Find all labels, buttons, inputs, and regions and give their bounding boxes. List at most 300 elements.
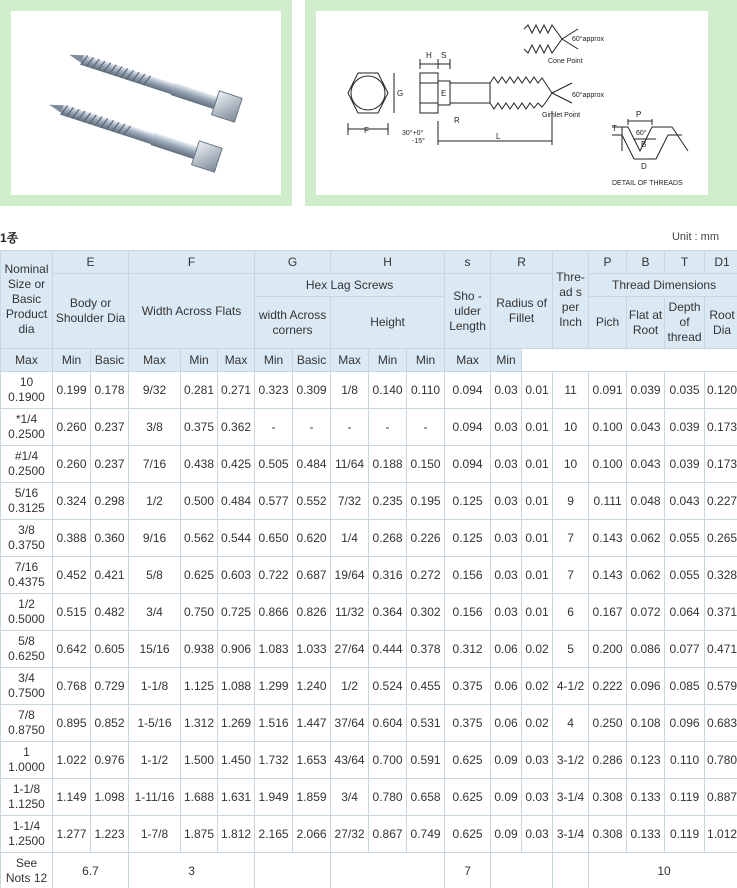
cell-s-min: 0.094	[445, 409, 491, 446]
cell-depth-thread: 0.096	[665, 705, 705, 742]
cell-e-max: 0.324	[53, 483, 91, 520]
cell-nominal	[1, 372, 53, 409]
sub-f-basic: Basic	[91, 349, 129, 372]
nominal-decimal: 0.8750	[8, 723, 45, 737]
cell-s-min: 0.125	[445, 520, 491, 557]
col-pitch: Pich	[589, 297, 627, 349]
label-l: L	[496, 132, 501, 141]
cell-r-max: 0.03	[491, 409, 522, 446]
col-h: H	[331, 251, 445, 274]
cell-nominal	[1, 483, 53, 520]
cell-h-min: 0.455	[407, 668, 445, 705]
cell-h-max: 0.780	[369, 779, 407, 816]
nominal-decimal: 0.1900	[8, 390, 45, 404]
col-shoulder-length: Sho -ulder Length	[445, 274, 491, 349]
nominal-decimal: 0.2500	[8, 464, 45, 478]
cell-r-min: 0.01	[522, 483, 553, 520]
cell-depth-thread: 0.064	[665, 594, 705, 631]
thread-angle-label: 60°	[636, 130, 647, 137]
cell-threads-per-inch: 7	[553, 557, 589, 594]
cell-f-basic: 9/32	[129, 372, 181, 409]
cell-flat-root: 0.062	[627, 520, 665, 557]
cell-r-max: 0.03	[491, 520, 522, 557]
cell-r-min: 0.01	[522, 446, 553, 483]
cell-pitch: 0.250	[589, 705, 627, 742]
sub-s-min: Min	[407, 349, 445, 372]
cell-g-max: 0.505	[255, 446, 293, 483]
cell-f-basic: 5/8	[129, 557, 181, 594]
nominal-size: 1/2	[18, 597, 35, 611]
cell-pitch: 0.286	[589, 742, 627, 779]
cell-r-min: 0.01	[522, 557, 553, 594]
cell-g-max: 1.949	[255, 779, 293, 816]
cell-f-max: 0.375	[181, 409, 218, 446]
col-radius-fillet: Radius of Fillet	[491, 274, 553, 349]
nominal-decimal: 0.3125	[8, 501, 45, 515]
cell-root-dia: 0.780	[705, 742, 737, 779]
table-row	[1, 742, 737, 779]
cell-nominal	[1, 816, 53, 853]
cell-e-min: 0.237	[91, 446, 129, 483]
cell-threads-per-inch: 11	[553, 372, 589, 409]
table-row	[1, 372, 737, 409]
cell-nominal	[1, 520, 53, 557]
cone-point-label: Cone Point	[548, 58, 583, 65]
cell-root-dia: 0.173	[705, 446, 737, 483]
cell-flat-root: 0.072	[627, 594, 665, 631]
col-thread-dimensions: Thread Dimensions	[589, 274, 737, 297]
col-r: R	[491, 251, 553, 274]
cell-e-max: 0.515	[53, 594, 91, 631]
notes-s: 7	[445, 853, 491, 888]
cell-pitch: 0.143	[589, 520, 627, 557]
cell-depth-thread: 0.039	[665, 409, 705, 446]
cell-r-max: 0.06	[491, 668, 522, 705]
sub-h-max: Max	[331, 349, 369, 372]
table-row	[1, 483, 737, 520]
cell-h-basic: 27/64	[331, 631, 369, 668]
cell-r-max: 0.03	[491, 446, 522, 483]
sub-f-min: Min	[181, 349, 218, 372]
cell-f-basic: 9/16	[129, 520, 181, 557]
cell-r-max: 0.06	[491, 705, 522, 742]
cell-depth-thread: 0.077	[665, 631, 705, 668]
cell-h-min: 0.531	[407, 705, 445, 742]
nominal-decimal: 1.2500	[8, 834, 45, 848]
cell-threads-per-inch: 6	[553, 594, 589, 631]
cell-f-min: 1.450	[218, 742, 255, 779]
nominal-size: *1/4	[15, 412, 38, 426]
cell-f-min: 1.631	[218, 779, 255, 816]
cell-h-max: 0.444	[369, 631, 407, 668]
cell-f-max: 0.938	[181, 631, 218, 668]
cell-e-max: 0.260	[53, 446, 91, 483]
cell-e-min: 1.098	[91, 779, 129, 816]
cell-depth-thread: 0.055	[665, 557, 705, 594]
cell-threads-per-inch: 9	[553, 483, 589, 520]
table-row	[1, 779, 737, 816]
cell-h-min: 0.150	[407, 446, 445, 483]
cell-s-min: 0.094	[445, 372, 491, 409]
cell-root-dia: 0.265	[705, 520, 737, 557]
notes-thread: 10	[589, 853, 737, 888]
cell-e-max: 0.260	[53, 409, 91, 446]
cell-h-min: 0.195	[407, 483, 445, 520]
cell-pitch: 0.200	[589, 631, 627, 668]
cell-pitch: 0.308	[589, 816, 627, 853]
cell-root-dia: 0.328	[705, 557, 737, 594]
nominal-decimal: 0.6250	[8, 649, 45, 663]
label-g: G	[397, 89, 404, 98]
col-threads-per-inch: Thre-ad s per Inch	[553, 251, 589, 349]
cell-e-max: 1.277	[53, 816, 91, 853]
col-depth-thread: Depth of thread	[665, 297, 705, 349]
cell-e-min: 0.605	[91, 631, 129, 668]
cell-s-min: 0.094	[445, 446, 491, 483]
head-angle-tolerance: -15°	[412, 138, 425, 145]
cell-f-max: 0.281	[181, 372, 218, 409]
cell-h-max: 0.316	[369, 557, 407, 594]
cell-depth-thread: 0.043	[665, 483, 705, 520]
cell-h-min: 0.591	[407, 742, 445, 779]
sub-h-min: Min	[369, 349, 407, 372]
cell-h-basic: 43/64	[331, 742, 369, 779]
cell-f-max: 1.875	[181, 816, 218, 853]
cell-e-min: 0.729	[91, 668, 129, 705]
cell-g-max: 0.323	[255, 372, 293, 409]
label-h: H	[426, 51, 432, 60]
cell-s-min: 0.625	[445, 779, 491, 816]
cell-flat-root: 0.039	[627, 372, 665, 409]
cell-e-min: 0.237	[91, 409, 129, 446]
notes-r	[491, 853, 553, 888]
cell-f-min: 0.362	[218, 409, 255, 446]
cell-h-basic: 11/32	[331, 594, 369, 631]
sub-g-min: Min	[255, 349, 293, 372]
cell-f-max: 1.688	[181, 779, 218, 816]
cell-h-max: 0.235	[369, 483, 407, 520]
nominal-size: 7/8	[18, 708, 35, 722]
cell-r-min: 0.01	[522, 409, 553, 446]
cell-e-min: 0.421	[91, 557, 129, 594]
detail-of-threads-label: DETAIL OF THREADS	[612, 180, 683, 187]
table-row	[1, 668, 737, 705]
cell-s-min: 0.156	[445, 557, 491, 594]
cell-e-min: 1.223	[91, 816, 129, 853]
col-root-dia: Root Dia	[705, 297, 737, 349]
cell-pitch: 0.111	[589, 483, 627, 520]
sub-h-basic: Basic	[293, 349, 331, 372]
cell-f-min: 1.269	[218, 705, 255, 742]
cell-nominal	[1, 446, 53, 483]
cell-f-min: 1.812	[218, 816, 255, 853]
cell-h-min: -	[407, 409, 445, 446]
label-p: P	[636, 110, 642, 119]
cell-root-dia: 0.173	[705, 409, 737, 446]
lag-screw-photo-illustration	[11, 11, 281, 195]
cell-r-min: 0.03	[522, 742, 553, 779]
cell-pitch: 0.091	[589, 372, 627, 409]
cell-f-max: 1.312	[181, 705, 218, 742]
table-row	[1, 557, 737, 594]
cell-f-max: 0.500	[181, 483, 218, 520]
hex-end-view	[348, 73, 388, 113]
cell-pitch: 0.308	[589, 779, 627, 816]
cell-f-min: 0.425	[218, 446, 255, 483]
cell-nominal	[1, 742, 53, 779]
cell-h-max: 0.364	[369, 594, 407, 631]
cell-h-basic: 3/4	[331, 779, 369, 816]
cell-s-min: 0.312	[445, 631, 491, 668]
cell-flat-root: 0.043	[627, 446, 665, 483]
nominal-decimal: 0.4375	[8, 575, 45, 589]
nominal-size: 5/8	[18, 634, 35, 648]
cell-e-max: 0.452	[53, 557, 91, 594]
cell-threads-per-inch: 3-1/2	[553, 742, 589, 779]
cell-g-max: 1.083	[255, 631, 293, 668]
cell-s-min: 0.625	[445, 742, 491, 779]
cell-r-min: 0.02	[522, 631, 553, 668]
cell-r-max: 0.03	[491, 557, 522, 594]
cell-h-basic: 1/2	[331, 668, 369, 705]
cell-g-min: 1.240	[293, 668, 331, 705]
cell-g-max: 0.577	[255, 483, 293, 520]
cell-f-basic: 3/4	[129, 594, 181, 631]
cell-g-max: 1.516	[255, 705, 293, 742]
table-row	[1, 594, 737, 631]
cell-g-max: 1.732	[255, 742, 293, 779]
cell-h-min: 0.378	[407, 631, 445, 668]
cell-g-min: 1.033	[293, 631, 331, 668]
cell-r-max: 0.06	[491, 631, 522, 668]
cell-f-basic: 15/16	[129, 631, 181, 668]
cell-f-max: 1.500	[181, 742, 218, 779]
cell-g-min: 2.066	[293, 816, 331, 853]
cell-threads-per-inch: 4-1/2	[553, 668, 589, 705]
nominal-decimal: 0.5000	[8, 612, 45, 626]
col-b: B	[627, 251, 665, 274]
cell-h-min: 0.302	[407, 594, 445, 631]
cell-r-max: 0.09	[491, 816, 522, 853]
cell-h-max: 0.268	[369, 520, 407, 557]
section-title: 1종	[0, 231, 19, 245]
cell-nominal	[1, 557, 53, 594]
cell-threads-per-inch: 10	[553, 446, 589, 483]
cell-s-min: 0.125	[445, 483, 491, 520]
cell-f-max: 0.438	[181, 446, 218, 483]
cell-root-dia: 0.887	[705, 779, 737, 816]
notes-row	[1, 853, 737, 888]
cell-h-basic: 27/32	[331, 816, 369, 853]
cell-f-min: 1.088	[218, 668, 255, 705]
notes-tpi	[553, 853, 589, 888]
table-row	[1, 705, 737, 742]
cell-s-min: 0.375	[445, 668, 491, 705]
cell-g-max: 0.866	[255, 594, 293, 631]
cell-flat-root: 0.108	[627, 705, 665, 742]
cell-root-dia: 0.579	[705, 668, 737, 705]
cell-e-min: 0.178	[91, 372, 129, 409]
cell-h-max: 0.700	[369, 742, 407, 779]
sub-f-max: Max	[129, 349, 181, 372]
cell-f-min: 0.725	[218, 594, 255, 631]
cell-pitch: 0.143	[589, 557, 627, 594]
cell-r-min: 0.03	[522, 779, 553, 816]
cell-e-min: 0.976	[91, 742, 129, 779]
cell-h-min: 0.749	[407, 816, 445, 853]
cell-f-basic: 3/8	[129, 409, 181, 446]
sub-e-min: Min	[53, 349, 91, 372]
cell-f-basic: 1-5/16	[129, 705, 181, 742]
cell-e-max: 0.388	[53, 520, 91, 557]
cell-f-min: 0.271	[218, 372, 255, 409]
cell-nominal	[1, 409, 53, 446]
gimlet-point-label: Gimlet Point	[542, 112, 581, 119]
cell-g-min: 1.859	[293, 779, 331, 816]
cell-flat-root: 0.133	[627, 779, 665, 816]
cell-r-min: 0.02	[522, 705, 553, 742]
col-flat-root: Flat at Root	[627, 297, 665, 349]
cell-r-max: 0.03	[491, 483, 522, 520]
col-width-flats: Width Across Flats	[129, 274, 255, 349]
cell-r-min: 0.01	[522, 372, 553, 409]
nominal-size: 7/16	[14, 560, 39, 574]
cell-f-max: 0.562	[181, 520, 218, 557]
cell-f-min: 0.603	[218, 557, 255, 594]
table-row	[1, 409, 737, 446]
technical-drawing	[316, 11, 708, 195]
cell-h-basic: -	[331, 409, 369, 446]
notes-f: 3	[129, 853, 255, 888]
cell-f-basic: 1/2	[129, 483, 181, 520]
cell-h-min: 0.272	[407, 557, 445, 594]
cell-g-max: 2.165	[255, 816, 293, 853]
cell-root-dia: 0.371	[705, 594, 737, 631]
label-f: F	[364, 126, 369, 135]
notes-e: 6.7	[53, 853, 129, 888]
nominal-decimal: 0.7500	[8, 686, 45, 700]
label-d: D	[641, 162, 647, 171]
cell-h-max: -	[369, 409, 407, 446]
cell-s-min: 0.156	[445, 594, 491, 631]
nominal-size: #1/4	[14, 449, 39, 463]
col-f: F	[129, 251, 255, 274]
cone-angle-label: 60°approx	[572, 36, 604, 43]
cell-threads-per-inch: 4	[553, 705, 589, 742]
cell-root-dia: 0.683	[705, 705, 737, 742]
nominal-size: 1	[23, 745, 30, 759]
cell-e-max: 0.199	[53, 372, 91, 409]
cell-nominal	[1, 779, 53, 816]
unit-label: Unit : mm	[671, 231, 719, 243]
cell-e-max: 1.149	[53, 779, 91, 816]
cell-threads-per-inch: 3-1/4	[553, 779, 589, 816]
cell-f-max: 0.625	[181, 557, 218, 594]
table-row	[1, 816, 737, 853]
spec-table-body	[1, 372, 737, 888]
cell-nominal	[1, 631, 53, 668]
label-t: T	[612, 124, 617, 133]
cell-nominal	[1, 594, 53, 631]
nominal-size: 10	[19, 375, 34, 389]
col-p: P	[589, 251, 627, 274]
cell-threads-per-inch: 10	[553, 409, 589, 446]
cell-threads-per-inch: 5	[553, 631, 589, 668]
cell-e-max: 0.895	[53, 705, 91, 742]
photo-panel	[0, 0, 292, 206]
cell-f-basic: 1-11/16	[129, 779, 181, 816]
cell-h-max: 0.867	[369, 816, 407, 853]
cell-flat-root: 0.048	[627, 483, 665, 520]
cell-g-min: 0.552	[293, 483, 331, 520]
cell-h-basic: 19/64	[331, 557, 369, 594]
sub-r-max: Max	[445, 349, 491, 372]
cell-f-basic: 1-7/8	[129, 816, 181, 853]
cell-h-min: 0.658	[407, 779, 445, 816]
nominal-decimal: 0.3750	[8, 538, 45, 552]
cell-h-max: 0.524	[369, 668, 407, 705]
cell-f-max: 0.750	[181, 594, 218, 631]
cell-nominal	[1, 705, 53, 742]
col-nominal: Nominal Size or Basic Product dia	[1, 251, 53, 349]
cell-g-min: 0.620	[293, 520, 331, 557]
cell-flat-root: 0.133	[627, 816, 665, 853]
table-row	[1, 446, 737, 483]
cell-depth-thread: 0.055	[665, 520, 705, 557]
cell-g-min: 0.309	[293, 372, 331, 409]
sub-g-max: Max	[218, 349, 255, 372]
label-s: S	[441, 51, 447, 60]
gimlet-angle-label: 60°approx	[572, 92, 604, 99]
cell-h-max: 0.604	[369, 705, 407, 742]
cell-g-min: 1.447	[293, 705, 331, 742]
lag-screw-spec-table	[0, 250, 737, 888]
cell-s-min: 0.375	[445, 705, 491, 742]
table-row	[1, 520, 737, 557]
cell-depth-thread: 0.119	[665, 779, 705, 816]
cell-r-min: 0.03	[522, 816, 553, 853]
cell-flat-root: 0.062	[627, 557, 665, 594]
cell-r-max: 0.03	[491, 372, 522, 409]
cell-g-min: 0.687	[293, 557, 331, 594]
cell-pitch: 0.222	[589, 668, 627, 705]
cell-f-basic: 1-1/2	[129, 742, 181, 779]
cell-root-dia: 0.227	[705, 483, 737, 520]
cell-h-basic: 7/32	[331, 483, 369, 520]
cell-f-min: 0.484	[218, 483, 255, 520]
col-width-corners: width Across corners	[255, 297, 331, 349]
cell-r-min: 0.01	[522, 520, 553, 557]
cell-s-min: 0.625	[445, 816, 491, 853]
cell-g-max: 0.650	[255, 520, 293, 557]
cell-r-max: 0.09	[491, 779, 522, 816]
cell-depth-thread: 0.035	[665, 372, 705, 409]
cell-f-min: 0.906	[218, 631, 255, 668]
col-t: T	[665, 251, 705, 274]
cell-h-min: 0.110	[407, 372, 445, 409]
cell-pitch: 0.100	[589, 446, 627, 483]
cell-threads-per-inch: 7	[553, 520, 589, 557]
cell-g-max: 0.722	[255, 557, 293, 594]
nominal-decimal: 0.2500	[8, 427, 45, 441]
cell-r-max: 0.09	[491, 742, 522, 779]
col-hex-lag: Hex Lag Screws	[255, 274, 445, 297]
label-e: E	[441, 89, 447, 98]
col-d1: D1	[705, 251, 737, 274]
col-g: G	[255, 251, 331, 274]
cell-h-basic: 11/64	[331, 446, 369, 483]
cell-flat-root: 0.086	[627, 631, 665, 668]
